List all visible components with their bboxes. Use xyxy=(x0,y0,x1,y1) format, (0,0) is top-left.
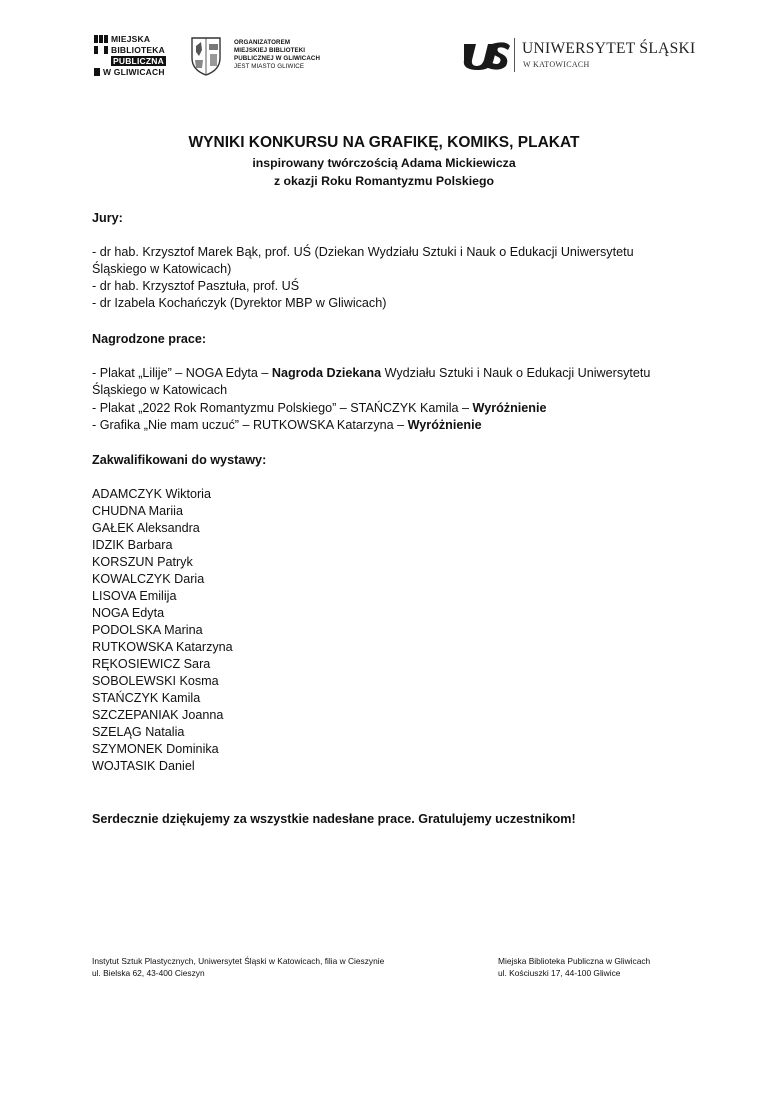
list-item: SOBOLEWSKI Kosma xyxy=(92,674,219,688)
footer-left-line: ul. Bielska 62, 43-400 Cieszyn xyxy=(92,968,205,978)
organizer-line: JEST MIASTO GLIWICE xyxy=(234,63,305,70)
jury-member-continued: Śląskiego w Katowicach) xyxy=(92,262,232,276)
thanks-note: Serdecznie dziękujemy za wszystkie nadesłane prace. Gratulujemy uczestnikom! xyxy=(92,812,576,826)
organizer-line: MIEJSKIEJ BIBLIOTEKI xyxy=(234,47,306,54)
list-item: NOGA Edyta xyxy=(92,606,165,620)
mbp-logo-line: MIEJSKA xyxy=(111,34,151,44)
list-item: SZYMONEK Dominika xyxy=(92,742,219,756)
award-item-continued: Śląskiego w Katowicach xyxy=(92,383,228,397)
qualified-list xyxy=(92,486,233,775)
mbp-logo xyxy=(94,34,174,76)
list-item: GAŁEK Aleksandra xyxy=(92,521,200,535)
university-logo-divider xyxy=(514,38,515,72)
footer-right-line: ul. Kościuszki 17, 44-100 Gliwice xyxy=(498,968,621,978)
list-item: PODOLSKA Marina xyxy=(92,623,203,637)
list-item: ADAMCZYK Wiktoria xyxy=(92,487,211,501)
award-prize: Nagroda Dziekana xyxy=(271,366,382,380)
list-item: KORSZUN Patryk xyxy=(92,555,193,569)
jury-member: - dr hab. Krzysztof Marek Bąk, prof. UŚ (Dziekan Wydziału Sztuki i Nauk o Edukacji Uniwersytetu xyxy=(92,245,634,259)
mbp-logo-mark-icon xyxy=(94,46,108,54)
list-item: STAŃCZYK Kamila xyxy=(92,691,201,705)
footer-left-line: Instytut Sztuk Plastycznych, Uniwersytet Śląski w Katowicach, filia w Cieszynie xyxy=(92,956,385,966)
document-title: WYNIKI KONKURSU NA GRAFIKĘ, KOMIKS, PLAKAT xyxy=(188,134,580,151)
list-item: RĘKOSIEWICZ Sara xyxy=(92,657,211,671)
gliwice-crest-icon xyxy=(190,36,222,76)
organizer-line: PUBLICZNEJ W GLIWICACH xyxy=(234,55,321,62)
mbp-logo-mark-icon xyxy=(94,68,100,76)
award-item xyxy=(92,417,682,434)
awards-heading: Nagrodzone prace: xyxy=(92,332,207,346)
award-text: - Plakat „2022 Rok Romantyzmu Polskiego” – STAŃCZYK Kamila – xyxy=(92,401,473,415)
list-item: IDZIK Barbara xyxy=(92,538,173,552)
mbp-logo-line: BIBLIOTEKA xyxy=(111,45,165,55)
list-item: SZELĄG Natalia xyxy=(92,725,185,739)
award-item xyxy=(92,365,682,382)
list-item: SZCZEPANIAK Joanna xyxy=(92,708,224,722)
footer-right-line: Miejska Biblioteka Publiczna w Gliwicach xyxy=(498,956,651,966)
list-item: RUTKOWSKA Katarzyna xyxy=(92,640,233,654)
mbp-logo-line: PUBLICZNA xyxy=(113,56,164,66)
document-subtitle: inspirowany twórczością Adama Mickiewicza xyxy=(252,156,516,170)
award-text: Wydziału Sztuki i Nauk o Edukacji Uniwersytetu xyxy=(381,366,651,380)
document-subtitle: z okazji Roku Romantyzmu Polskiego xyxy=(273,174,495,188)
university-subtitle: W KATOWICACH xyxy=(523,60,590,69)
organizer-line: ORGANIZATOREM xyxy=(234,39,291,46)
mbp-logo-mark-icon xyxy=(94,35,108,43)
jury-member: - dr hab. Krzysztof Pasztuła, prof. UŚ xyxy=(92,279,300,293)
jury-heading: Jury: xyxy=(92,211,123,225)
award-prize: Wyróżnienie xyxy=(472,401,547,415)
list-item: CHUDNA Mariia xyxy=(92,504,183,518)
qualified-heading: Zakwalifikowani do wystawy: xyxy=(92,453,267,467)
award-text: - Plakat „Lilije” – NOGA Edyta – xyxy=(92,366,272,380)
organizer-note xyxy=(234,39,354,71)
award-item xyxy=(92,400,682,417)
list-item: WOJTASIK Daniel xyxy=(92,759,195,773)
university-logo-icon xyxy=(462,40,512,70)
mbp-logo-line: W GLIWICACH xyxy=(103,67,165,77)
university-name: UNIWERSYTET ŚLĄSKI xyxy=(522,40,696,57)
award-prize: Wyróżnienie xyxy=(407,418,482,432)
list-item: KOWALCZYK Daria xyxy=(92,572,205,586)
jury-member: - dr Izabela Kochańczyk (Dyrektor MBP w Gliwicach) xyxy=(92,296,387,310)
award-text: - Grafika „Nie mam uczuć” – RUTKOWSKA Katarzyna – xyxy=(92,418,408,432)
list-item: LISOVA Emilija xyxy=(92,589,177,603)
